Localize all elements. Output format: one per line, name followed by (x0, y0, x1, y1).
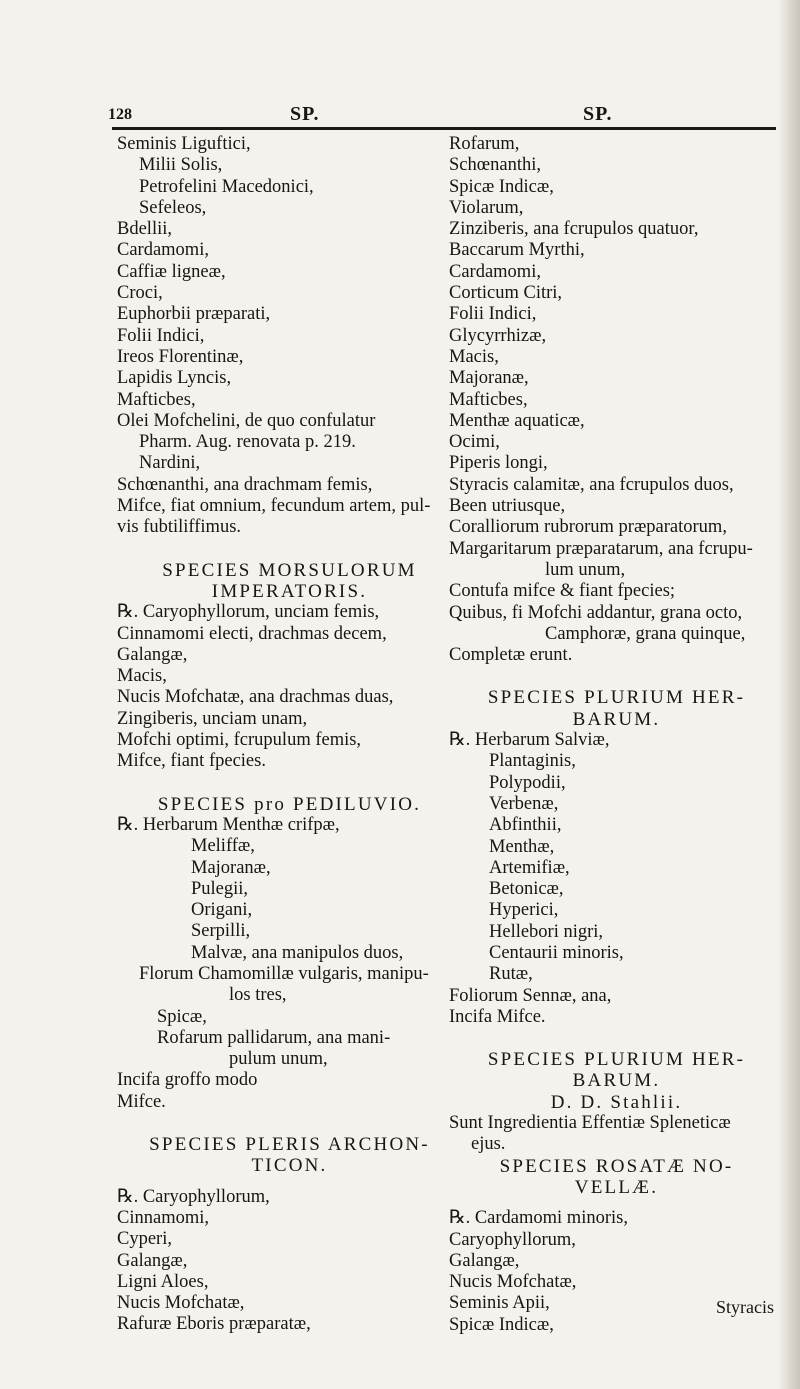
text-line: Rofarum pallidarum, ana mani- (157, 1027, 391, 1048)
page-number: 128 (108, 106, 132, 123)
text-line: Schœnanthi, ana drachmam femis, (117, 474, 373, 495)
text-line: Verbenæ, (489, 793, 559, 814)
text-line: Cardamomi, (117, 240, 209, 261)
text-line: Petrofelini Macedonici, (139, 176, 314, 197)
text-line: Ocimi, (449, 432, 500, 453)
spacer (117, 773, 462, 794)
text-line: Cyperi, (117, 1229, 172, 1250)
text-line: Mafticbes, (117, 389, 196, 410)
text-line: Contufa mifce & fiant fpecies; (449, 581, 676, 602)
text-line: Mifce, fiant fpecies. (117, 751, 266, 772)
text-line: Been utriusque, (449, 496, 566, 517)
text-line: Piperis longi, (449, 453, 548, 474)
text-line: Florum Chamomillæ vulgaris, manipu- (139, 963, 429, 984)
section-heading: VELLÆ. (574, 1176, 659, 1198)
spacer (117, 539, 462, 560)
text-line: Corticum Citri, (449, 283, 563, 304)
text-line: Quibus, fi Mofchi addantur, grana octo, (449, 602, 743, 623)
text-line: Serpilli, (191, 921, 251, 942)
text-line: Seminis Apii, (449, 1293, 550, 1314)
text-line: Rutæ, (489, 964, 533, 985)
text-line: Camphoræ, grana quinque, (545, 623, 746, 644)
text-line: ejus. (471, 1134, 506, 1155)
text-line: ℞. Herbarum Salviæ, (449, 730, 610, 751)
text-line: Pharm. Aug. renovata p. 219. (139, 432, 356, 453)
text-line: Galangæ, (449, 1250, 520, 1271)
text-line: Rafuræ Eboris præparatæ, (117, 1314, 311, 1335)
text-line: Caryophyllorum, (449, 1229, 576, 1250)
spacer (449, 666, 784, 687)
text-line: Folii Indici, (449, 304, 537, 325)
header-rule (112, 127, 776, 130)
text-line: Hellebori nigri, (489, 921, 604, 942)
spacer (117, 1113, 462, 1134)
text-line: Macis, (117, 666, 167, 687)
text-line: pulum unum, (229, 1049, 328, 1070)
text-line: Plantaginis, (489, 751, 576, 772)
text-line: Sunt Ingredientia Effentiæ Spleneticæ (449, 1113, 731, 1134)
text-line: Seminis Liguftici, (117, 134, 251, 154)
text-line: Mifce. (117, 1091, 166, 1112)
catchword: Styracis (716, 1297, 774, 1317)
text-line: Menthæ aquaticæ, (449, 410, 585, 431)
text-line: Artemifiæ, (489, 857, 570, 878)
text-line: Betonicæ, (489, 879, 564, 900)
running-head-left: SP. (290, 103, 320, 125)
text-line: Sefeleos, (139, 197, 207, 218)
text-line: Olei Mofchelini, de quo confulatur (117, 410, 376, 431)
text-line: Centaurii minoris, (489, 942, 624, 963)
text-line: Macis, (449, 346, 499, 367)
section-heading: D. D. Stahlii. (550, 1091, 683, 1113)
spacer (449, 1028, 784, 1049)
text-line: Nardini, (139, 453, 201, 474)
text-line: Majoranæ, (191, 857, 271, 878)
text-line: Spicæ Indicæ, (449, 176, 554, 197)
text-line: Mifce, fiat omnium, fecundum artem, pul- (117, 496, 431, 517)
text-line: los tres, (229, 985, 287, 1006)
text-line: Malvæ, ana manipulos duos, (191, 942, 404, 963)
text-line: Glycyrrhizæ, (449, 325, 547, 346)
text-line: Abfinthii, (489, 815, 562, 836)
text-line: Origani, (191, 900, 253, 921)
section-heading: BARUM. (572, 708, 661, 730)
section-heading: IMPERATORIS. (211, 580, 368, 602)
text-line: Caffiæ ligneæ, (117, 261, 226, 282)
text-line: Spicæ, (157, 1006, 207, 1027)
text-line: ℞. Herbarum Menthæ crifpæ, (117, 814, 340, 835)
section-heading: SPECIES PLURIUM HER- (487, 1049, 746, 1071)
text-line: Ireos Florentinæ, (117, 346, 244, 367)
section-heading: SPECIES PLURIUM HER- (487, 687, 746, 709)
text-line: Nucis Mofchatæ, ana drachmas duas, (117, 687, 394, 708)
text-line: ℞. Caryophyllorum, (117, 1186, 270, 1207)
text-line: Schœnanthi, (449, 155, 541, 176)
text-line: Galangæ, (117, 644, 188, 665)
text-line: Croci, (117, 283, 163, 304)
section-heading: SPECIES PLERIS ARCHON- (149, 1134, 430, 1156)
text-line: Nucis Mofchatæ, (449, 1272, 577, 1293)
text-line: Completæ erunt. (449, 645, 573, 666)
text-line: Galangæ, (117, 1250, 188, 1271)
spacer (117, 1177, 462, 1187)
text-line: Lapidis Lyncis, (117, 368, 232, 389)
text-line: Rofarum, (449, 134, 520, 154)
text-line: Spicæ Indicæ, (449, 1314, 554, 1335)
section-heading: SPECIES ROSATÆ NO- (499, 1155, 734, 1177)
spacer (449, 1198, 784, 1208)
text-line: Foliorum Sennæ, ana, (449, 985, 612, 1006)
text-line: Polypodii, (489, 772, 566, 793)
section-heading: TICON. (251, 1155, 328, 1177)
text-line: ℞. Cardamomi minoris, (449, 1208, 628, 1229)
text-line: Milii Solis, (139, 155, 223, 176)
text-line: Margaritarum præparatarum, ana fcrupu- (449, 538, 753, 559)
text-line: Cardamomi, (449, 261, 541, 282)
text-line: Cinnamomi, (117, 1207, 209, 1228)
text-line: Zingiberis, unciam unam, (117, 708, 308, 729)
text-line: Incifa groffo modo (117, 1070, 258, 1091)
text-line: vis fubtiliffimus. (117, 517, 242, 538)
text-line: Nucis Mofchatæ, (117, 1293, 245, 1314)
text-line: Euphorbii præparati, (117, 304, 271, 325)
text-line: Baccarum Myrthi, (449, 240, 585, 261)
running-head-right: SP. (583, 103, 613, 125)
text-line: Coralliorum rubrorum præparatorum, (449, 517, 727, 538)
text-line: Mafticbes, (449, 389, 528, 410)
text-line: Meliffæ, (191, 836, 255, 857)
text-line: Folii Indici, (117, 325, 205, 346)
text-line: lum unum, (545, 559, 626, 580)
left-column (117, 134, 462, 1336)
text-line: Menthæ, (489, 836, 555, 857)
text-line: Bdellii, (117, 219, 172, 240)
text-line: Ligni Aloes, (117, 1271, 209, 1292)
text-line: Mofchi optimi, fcrupulum femis, (117, 730, 362, 751)
text-line: Violarum, (449, 197, 524, 218)
text-line: ℞. Caryophyllorum, unciam femis, (117, 602, 380, 623)
text-line: Zinziberis, ana fcrupulos quatuor, (449, 219, 699, 240)
section-heading: BARUM. (572, 1070, 661, 1092)
text-line: Hyperici, (489, 900, 559, 921)
text-line: Cinnamomi electi, drachmas decem, (117, 623, 387, 644)
section-heading: SPECIES pro PEDILUVIO. (157, 793, 422, 815)
text-line: Majoranæ, (449, 368, 529, 389)
text-line: Incifa Mifce. (449, 1006, 546, 1027)
right-column (449, 134, 784, 1336)
text-line: Styracis calamitæ, ana fcrupulos duos, (449, 474, 734, 495)
text-line: Pulegii, (191, 878, 249, 899)
section-heading: SPECIES MORSULORUM (162, 559, 417, 581)
